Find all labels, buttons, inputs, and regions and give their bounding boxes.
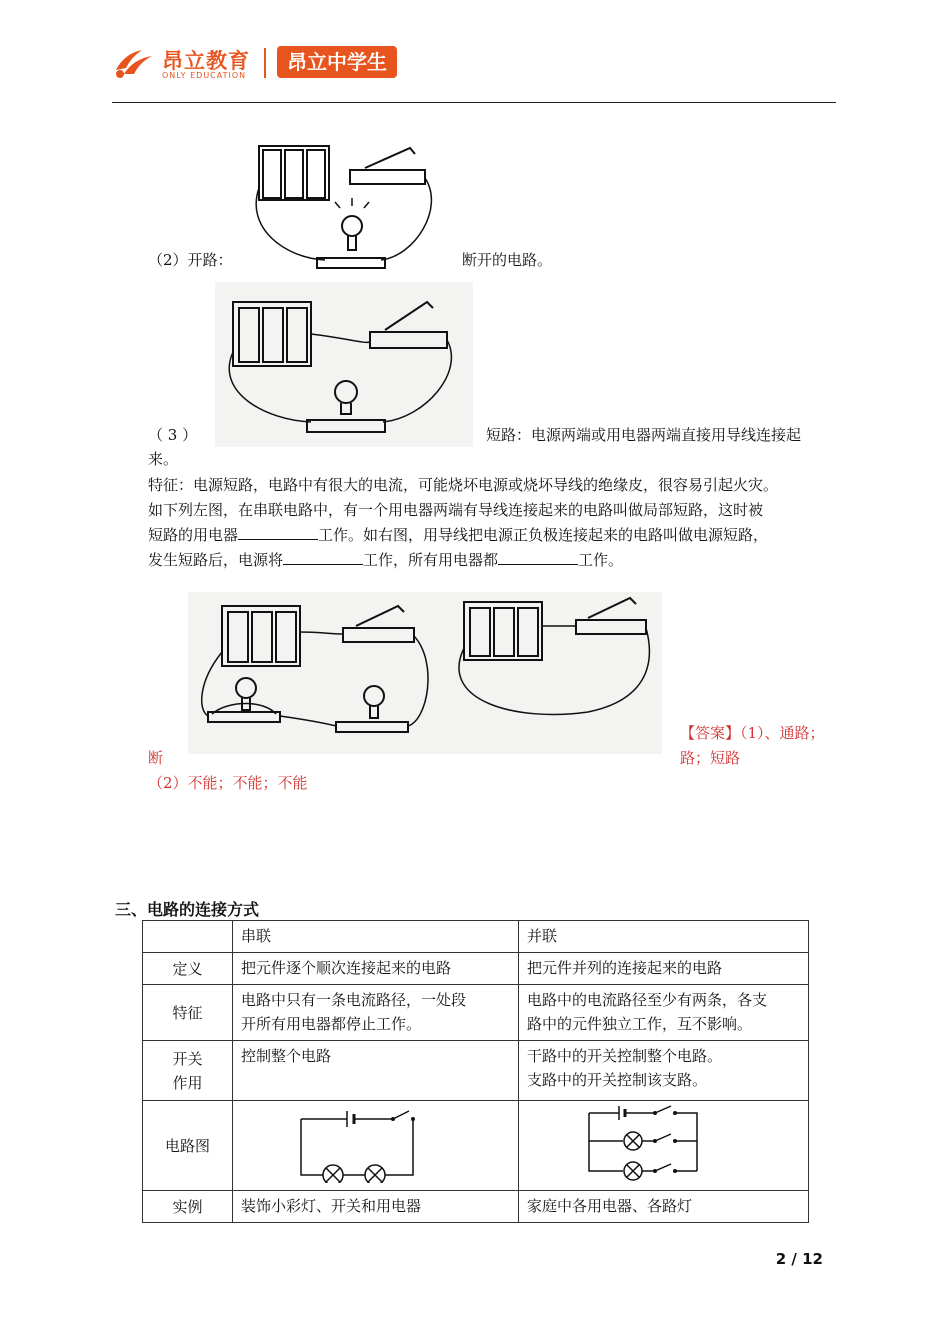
fill-blank-1[interactable] (238, 525, 318, 540)
feature-line-1: 特征：电源短路，电路中有很大的电流，可能烧坏电源或烧坏导线的绝缘皮，很容易引起火灾。 (148, 476, 779, 494)
parallel-feature (519, 985, 809, 1041)
table-row-switch (143, 1041, 809, 1101)
parallel-circuit-diagram (519, 1101, 809, 1183)
feature-line-4b: 工作，所有用电器都 (363, 551, 499, 569)
logo-divider (264, 48, 266, 78)
parallel-definition: 把元件并列的连接起来的电路 (519, 953, 809, 985)
series-example: 装饰小彩灯、开关和用电器 (233, 1191, 519, 1223)
open-circuit-desc: 断开的电路。 (462, 251, 553, 269)
series-diagram-cell (233, 1101, 519, 1191)
feature-line-4 (148, 548, 623, 572)
table-header-parallel: 并联 (519, 921, 809, 953)
feature-line-2: 如下列左图，在串联电路中，有一个用电器两端有导线连接起来的电路叫做局部短路，这时被 (148, 501, 764, 519)
row-label-definition: 定义 (143, 953, 233, 985)
table-row-feature (143, 985, 809, 1041)
short-circuit-desc: 短路：电源两端或用电器两端直接用导线连接起 (486, 426, 802, 444)
open-circuit-figure (245, 128, 445, 273)
table-header-empty (143, 921, 233, 953)
table-header-series: 串联 (233, 921, 519, 953)
brand-subtitle: ONLY EDUCATION (162, 71, 247, 80)
series-definition: 把元件逐个顺次连接起来的电路 (233, 953, 519, 985)
row-label-switch-2: 作用 (172, 1073, 203, 1092)
fill-blank-3[interactable] (498, 550, 578, 565)
series-circuit-diagram (233, 1101, 519, 1183)
page-total: 12 (802, 1250, 823, 1268)
short-circuit-figure (215, 282, 473, 447)
answer-line-2-right: 路；短路 (680, 749, 741, 767)
feature-line-3b: 工作。如右图，用导线把电源正负极连接起来的电路叫做电源短路， (318, 526, 769, 544)
short-circuit-desc-cont: 来。 (148, 450, 179, 468)
page-number (776, 1250, 823, 1268)
series-feature-1: 电路中只有一条电流路径，一处段 (241, 991, 467, 1009)
answer-line-2-left: 断 (148, 749, 164, 767)
row-label-feature: 特征 (143, 985, 233, 1041)
comparison-table (142, 920, 809, 1223)
parallel-example: 家庭中各用电器、各路灯 (519, 1191, 809, 1223)
row-label-switch-1: 开关 (172, 1049, 203, 1068)
answer-line-3: （2）不能；不能；不能 (148, 774, 308, 792)
brand-logo-icon (112, 44, 156, 80)
short-circuit-label: （ 3 ） (148, 426, 198, 444)
row-label-switch (143, 1041, 233, 1101)
table-row-diagram (143, 1101, 809, 1191)
table-row-example (143, 1191, 809, 1223)
series-feature (233, 985, 519, 1041)
brand-badge: 昂立中学生 (277, 46, 397, 78)
brand-name: 昂立教育 (162, 49, 250, 73)
parallel-feature-2: 路中的元件独立工作，互不影响。 (527, 1015, 753, 1033)
row-label-example: 实例 (143, 1191, 233, 1223)
open-circuit-label: （2）开路： (148, 251, 233, 269)
row-label-diagram: 电路图 (143, 1101, 233, 1191)
table-header-row (143, 921, 809, 953)
header-logo (112, 44, 387, 80)
parallel-switch-1: 干路中的开关控制整个电路。 (527, 1047, 723, 1065)
answer-line-1: 【答案】（1）、通路； (680, 724, 825, 742)
feature-line-4a: 发生短路后，电源将 (148, 551, 284, 569)
parallel-feature-1: 电路中的电流路径至少有两条，各支 (527, 991, 768, 1009)
series-switch: 控制整个电路 (233, 1041, 519, 1101)
feature-line-3a: 短路的用电器 (148, 526, 239, 544)
page-current: 2 (775, 1250, 787, 1268)
fill-blank-2[interactable] (283, 550, 363, 565)
page-sep: / (786, 1250, 803, 1268)
parallel-diagram-cell (519, 1101, 809, 1191)
table-row-definition (143, 953, 809, 985)
short-examples-figure (188, 592, 662, 754)
feature-line-3 (148, 523, 768, 547)
section-title: 三、电路的连接方式 (115, 900, 260, 919)
parallel-switch (519, 1041, 809, 1101)
series-feature-2: 开所有用电器都停止工作。 (241, 1015, 422, 1033)
feature-line-4c: 工作。 (578, 551, 624, 569)
parallel-switch-2: 支路中的开关控制该支路。 (527, 1071, 708, 1089)
header-rule (112, 102, 836, 103)
